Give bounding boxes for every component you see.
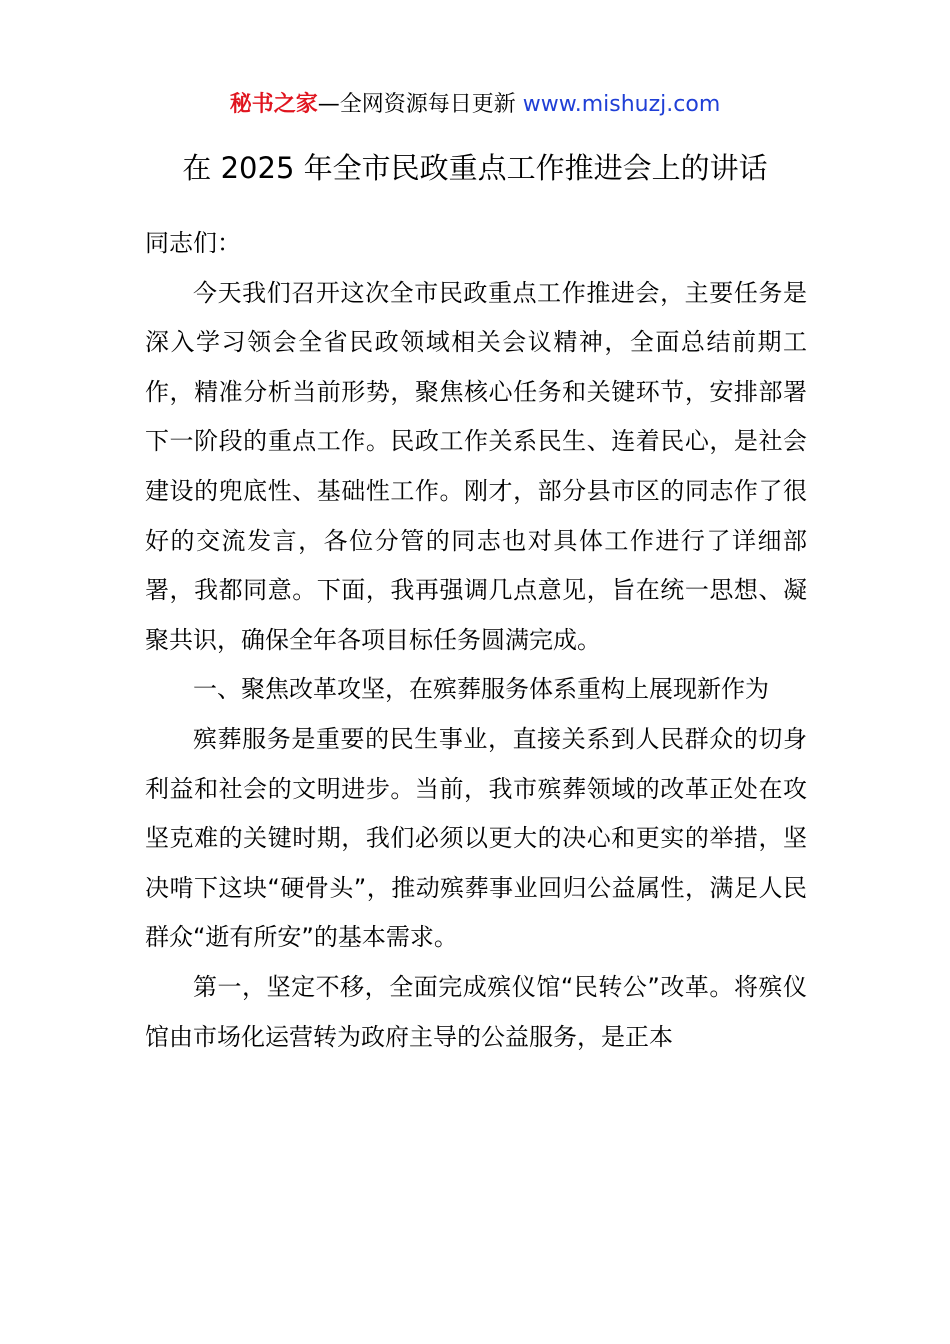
document-title: 在 2025 年全市民政重点工作推进会上的讲话 (182, 151, 768, 185)
site-header (0, 88, 950, 122)
paragraph-first-point: 第一，坚定不移，全面完成殡仪馆“民转公”改革。将殡仪馆由市场化运营转为政府主导的公益服务，是正本 (145, 972, 807, 1051)
paragraph-funeral-service: 殡葬服务是重要的民生事业，直接关系到人民群众的切身利益和社会的文明进步。当前，我市殡葬领域的改革正处在攻坚克难的关键时期，我们必须以更大的决心和更实的举措，坚决啃下这块“硬骨头”，推动殡葬事业回归公益属性，满足人民群众“逝有所安”的基本需求。 (145, 724, 807, 952)
salutation: 同志们： (145, 229, 241, 257)
site-url-link[interactable]: www.mishuzj.com (522, 92, 721, 117)
document-body (145, 219, 807, 1062)
paragraph-intro: 今天我们召开这次全市民政重点工作推进会，主要任务是深入学习领会全省民政领域相关会议精神，全面总结前期工作，精准分析当前形势，聚焦核心任务和关键环节，安排部署下一阶段的重点工作。民政工作关系民生、连着民心，是社会建设的兜底性、基础性工作。刚才，部分县市区的同志作了很好的交流发言，各位分管的同志也对具体工作进行了详细部署，我都同意。下面，我再强调几点意见，旨在统一思想、凝聚共识，确保全年各项目标任务圆满完成。 (145, 278, 807, 654)
site-tagline: —全网资源每日更新 (317, 92, 523, 117)
site-brand: 秘书之家 (229, 92, 318, 117)
section-heading-1: 一、聚焦改革攻坚，在殡葬服务体系重构上展现新作为 (193, 675, 769, 704)
